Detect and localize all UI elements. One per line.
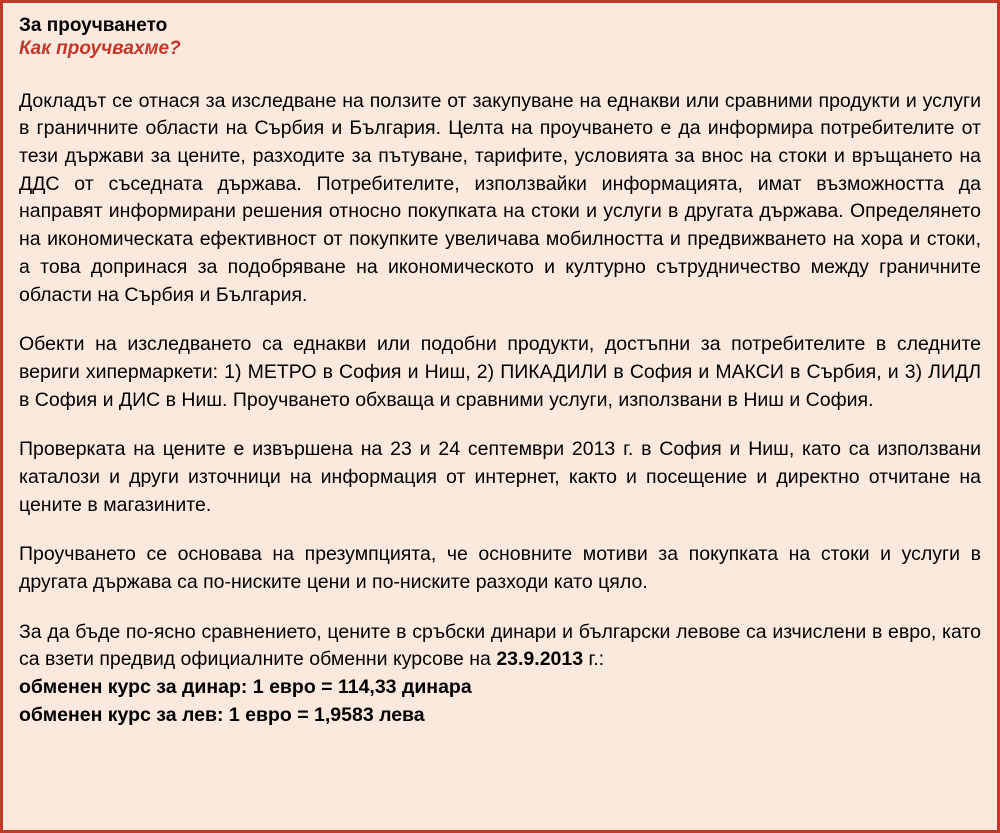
- paragraph-2: Обекти на изследването са еднакви или подобни продукти, достъпни за потребителите в следните вериги хипермаркети: 1) МЕТРО в София и Ниш, 2) ПИКАДИЛИ в София и МАКСИ в Сърбия, и 3) ЛИДЛ в София и ДИС в Ниш. Проучването обхваща и сравними услуги, използвани в Ниш и София.: [19, 333, 981, 411]
- paragraph-1: Докладът се отнася за изследване на ползите от закупуване на еднакви или сравними продукти и услуги в граничните области на Сърбия и България. Целта на проучването е да информира потребителите от тези държави за цените, разходите за пътуване, тарифите, условията за внос на стоки и връщането на ДДС от съседната държава. Потребителите, използвайки информацията, имат възможността да направят информирани решения относно покупката на стоки и услуги в другата държава. Определянето на икономическата ефективност от покупките увеличава мобилността и предвижването на хора и стоки, а това допринася за подобряване на икономическото и културно сътрудничество между граничните области на Сърбия и България.: [19, 89, 981, 306]
- page-title: За проучването: [19, 15, 168, 36]
- conversion-note-suffix: г.:: [583, 648, 605, 671]
- exchange-rate-list: [19, 674, 981, 729]
- paragraph-3: Проверката на цените е извършена на 23 и 24 септември 2013 г. в София и Ниш, като са използвани каталози и други източници на информация от интернет, както и посещение и директно отчитане на цените в магазините.: [19, 438, 981, 516]
- exchange-rate-lev: обменен курс за лев: 1 евро = 1,9583 лева: [19, 703, 425, 726]
- paragraph-list: [19, 88, 981, 730]
- exchange-rate-dinar: обменен курс за динар: 1 евро = 114,33 динара: [19, 676, 472, 699]
- paragraph-4: Проучването се основава на презумпцията, че основните мотиви за покупката на стоки и услуги в другата държава са по-ниските цени и по-ниските разходи като цяло.: [19, 543, 981, 593]
- conversion-note: [19, 619, 981, 674]
- conversion-note-prefix: За да бъде по-ясно сравнението, цените в сръбски динари и български левове са изчислени в евро, като са взети предвид официалните обменни курсове на: [19, 620, 981, 671]
- conversion-date: 23.9.2013: [496, 648, 584, 671]
- document-body: [3, 3, 997, 739]
- page-subtitle: Как проучвахме?: [19, 37, 181, 59]
